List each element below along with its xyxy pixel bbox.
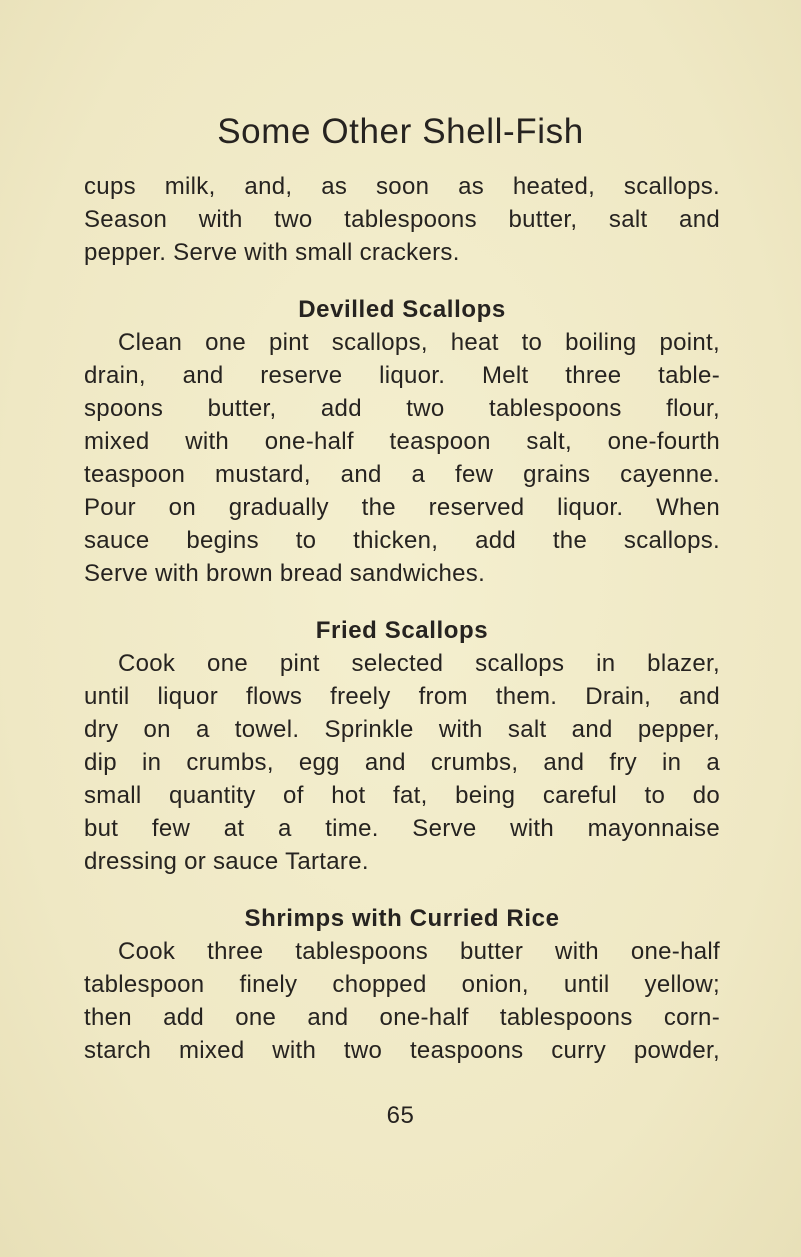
intro-line: pepper. Serve with small crackers.: [84, 239, 460, 266]
recipe-line: tablespoon finely chopped onion, until yellow;: [84, 971, 720, 998]
recipe-heading: Fried Scallops: [315, 617, 489, 644]
recipe-line: mixed with one-half teaspoon salt, one-fourth: [84, 428, 720, 455]
recipe-line: spoons butter, add two tablespoons flour,: [84, 395, 720, 422]
recipe-line: starch mixed with two teaspoons curry powder,: [84, 1037, 720, 1064]
recipe-line: Clean one pint scallops, heat to boiling point,: [118, 329, 720, 356]
recipe-line: small quantity of hot fat, being careful to do: [84, 782, 720, 809]
recipe-line: but few at a time. Serve with mayonnaise: [84, 815, 720, 842]
recipe-line: Cook one pint selected scallops in blazer,: [118, 650, 720, 677]
recipe-line: Pour on gradually the reserved liquor. When: [84, 494, 720, 521]
recipe-line: then add one and one-half tablespoons corn-: [84, 1004, 720, 1031]
intro-line: Season with two tablespoons butter, salt and: [84, 206, 720, 233]
recipe-line: drain, and reserve liquor. Melt three table-: [84, 362, 720, 389]
recipe-line: Cook three tablespoons butter with one-half: [118, 938, 720, 965]
recipe-heading: Devilled Scallops: [298, 296, 506, 323]
recipe-line: dressing or sauce Tartare.: [84, 848, 369, 875]
recipe-line: sauce begins to thicken, add the scallops.: [84, 527, 720, 554]
section-gap: [84, 269, 720, 293]
page-body: [84, 170, 720, 1067]
section-gap: [84, 878, 720, 902]
section-gap: [84, 590, 720, 614]
recipe-line: teaspoon mustard, and a few grains cayenne.: [84, 461, 720, 488]
recipe-line: until liquor flows freely from them. Drain, and: [84, 683, 720, 710]
intro-line: cups milk, and, as soon as heated, scallops.: [84, 173, 720, 200]
page-title: Some Other Shell-Fish: [217, 112, 584, 151]
recipe-line: Serve with brown bread sandwiches.: [84, 560, 486, 587]
recipe-line: dry on a towel. Sprinkle with salt and pepper,: [84, 716, 720, 743]
recipe-line: dip in crumbs, egg and crumbs, and fry in a: [84, 749, 720, 776]
page-number: 65: [386, 1102, 415, 1129]
recipe-heading: Shrimps with Curried Rice: [244, 905, 560, 932]
